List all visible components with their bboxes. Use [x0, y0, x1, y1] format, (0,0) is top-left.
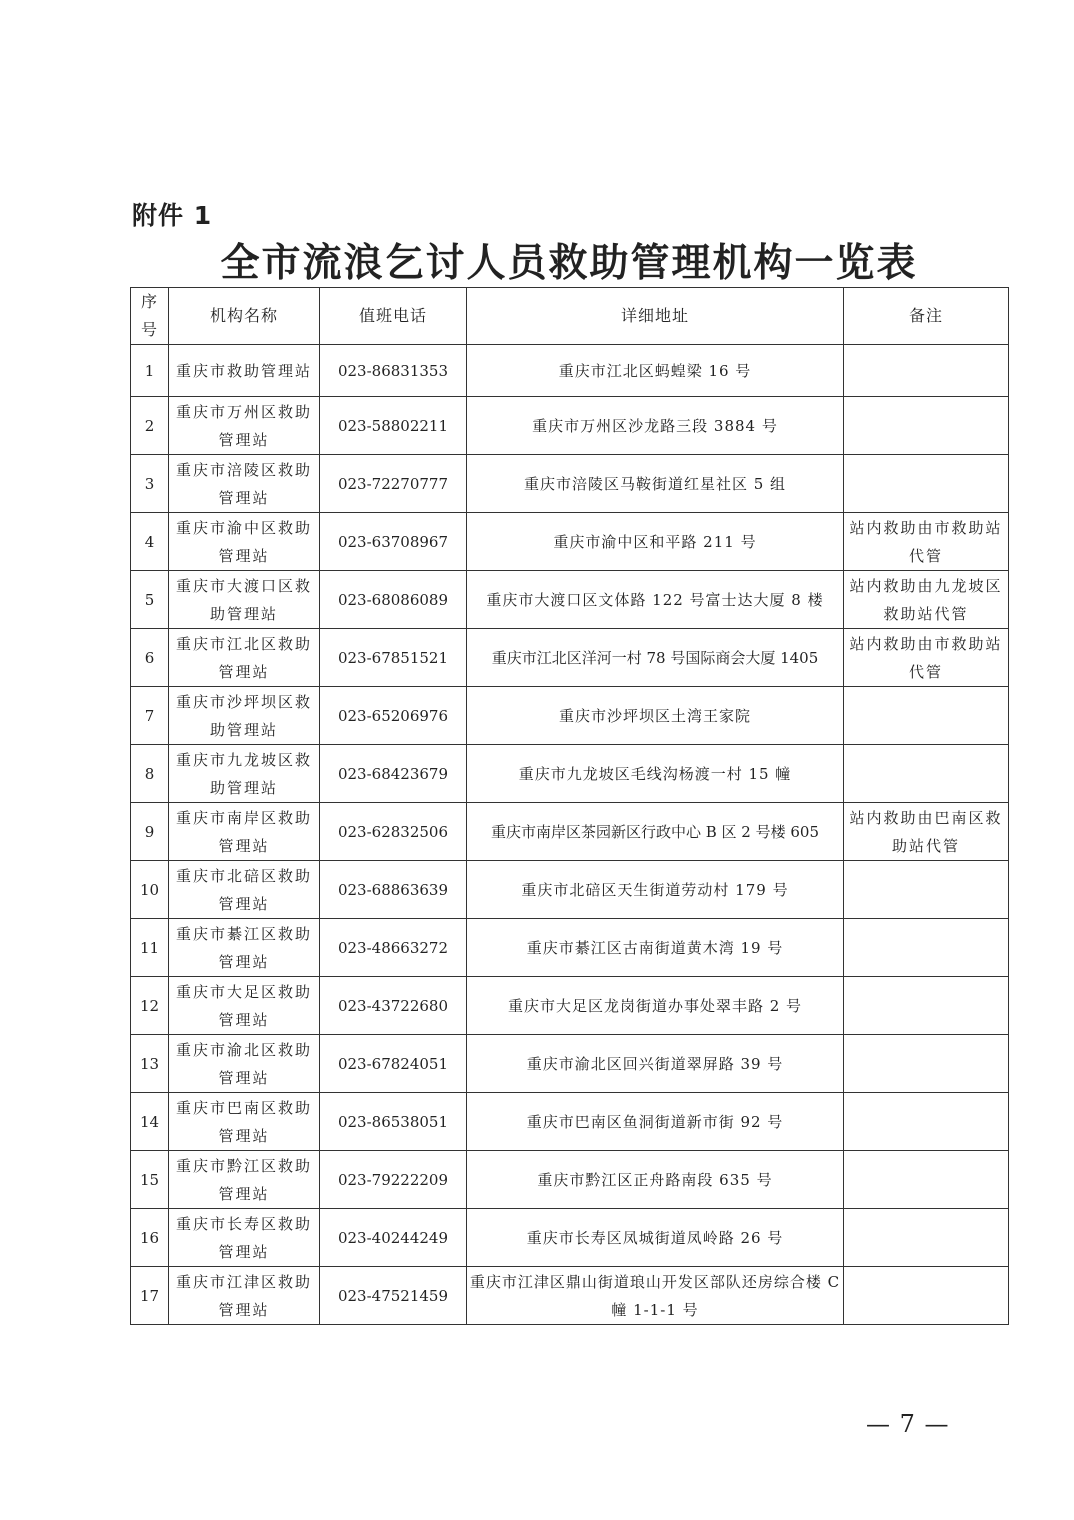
table-row: [131, 861, 1009, 919]
column-header-name: 机构名称: [169, 288, 320, 345]
cell-no: 4: [131, 513, 169, 571]
cell-note: [844, 1151, 1009, 1209]
cell-no: 5: [131, 571, 169, 629]
cell-no: 6: [131, 629, 169, 687]
cell-phone: 023-68423679: [320, 745, 467, 803]
table-row: [131, 803, 1009, 861]
cell-note: 站内救助由九龙坡区救助站代管: [844, 571, 1009, 629]
cell-name: 重庆市长寿区救助管理站: [169, 1209, 320, 1267]
cell-phone: 023-58802211: [320, 397, 467, 455]
cell-name: 重庆市涪陵区救助管理站: [169, 455, 320, 513]
cell-phone: 023-79222209: [320, 1151, 467, 1209]
cell-note: [844, 1035, 1009, 1093]
cell-note: 站内救助由巴南区救助站代管: [844, 803, 1009, 861]
cell-no: 8: [131, 745, 169, 803]
table-row: [131, 397, 1009, 455]
cell-address: 重庆市渝中区和平路 211 号: [467, 513, 844, 571]
cell-name: 重庆市沙坪坝区救助管理站: [169, 687, 320, 745]
cell-no: 9: [131, 803, 169, 861]
cell-name: 重庆市渝北区救助管理站: [169, 1035, 320, 1093]
table-row: [131, 1209, 1009, 1267]
cell-phone: 023-67851521: [320, 629, 467, 687]
table-row: [131, 571, 1009, 629]
page-number: — 7 —: [866, 1410, 950, 1438]
cell-no: 16: [131, 1209, 169, 1267]
cell-phone: 023-86831353: [320, 345, 467, 397]
cell-note: [844, 1267, 1009, 1325]
cell-address: 重庆市江北区洋河一村 78 号国际商会大厦 1405: [467, 629, 844, 687]
cell-address: 重庆市涪陵区马鞍街道红星社区 5 组: [467, 455, 844, 513]
table-row: [131, 977, 1009, 1035]
table-row: [131, 629, 1009, 687]
cell-address: 重庆市九龙坡区毛线沟杨渡一村 15 幢: [467, 745, 844, 803]
cell-note: [844, 919, 1009, 977]
cell-address: 重庆市渝北区回兴街道翠屏路 39 号: [467, 1035, 844, 1093]
table-row: [131, 919, 1009, 977]
cell-phone: 023-40244249: [320, 1209, 467, 1267]
cell-address: 重庆市沙坪坝区土湾王家院: [467, 687, 844, 745]
table-row: [131, 1151, 1009, 1209]
cell-note: [844, 345, 1009, 397]
cell-note: [844, 745, 1009, 803]
column-header-address: 详细地址: [467, 288, 844, 345]
table-header-row: [131, 288, 1009, 345]
table-row: [131, 345, 1009, 397]
cell-address: 重庆市北碚区天生街道劳动村 179 号: [467, 861, 844, 919]
cell-phone: 023-65206976: [320, 687, 467, 745]
cell-address: 重庆市黔江区正舟路南段 635 号: [467, 1151, 844, 1209]
column-header-phone: 值班电话: [320, 288, 467, 345]
cell-no: 2: [131, 397, 169, 455]
cell-phone: 023-47521459: [320, 1267, 467, 1325]
table-row: [131, 687, 1009, 745]
cell-name: 重庆市万州区救助管理站: [169, 397, 320, 455]
cell-address: 重庆市万州区沙龙路三段 3884 号: [467, 397, 844, 455]
cell-name: 重庆市九龙坡区救助管理站: [169, 745, 320, 803]
cell-no: 11: [131, 919, 169, 977]
cell-note: [844, 977, 1009, 1035]
cell-name: 重庆市渝中区救助管理站: [169, 513, 320, 571]
cell-phone: 023-86538051: [320, 1093, 467, 1151]
cell-name: 重庆市救助管理站: [169, 345, 320, 397]
page-title: 全市流浪乞讨人员救助管理机构一览表: [220, 240, 918, 286]
cell-phone: 023-72270777: [320, 455, 467, 513]
cell-note: [844, 455, 1009, 513]
cell-phone: 023-43722680: [320, 977, 467, 1035]
table-row: [131, 1035, 1009, 1093]
cell-name: 重庆市黔江区救助管理站: [169, 1151, 320, 1209]
cell-no: 14: [131, 1093, 169, 1151]
table-row: [131, 455, 1009, 513]
cell-name: 重庆市北碚区救助管理站: [169, 861, 320, 919]
cell-address: 重庆市江北区蚂蝗梁 16 号: [467, 345, 844, 397]
cell-address: 重庆市南岸区茶园新区行政中心 B 区 2 号楼 605: [467, 803, 844, 861]
table-row: [131, 745, 1009, 803]
cell-address: 重庆市綦江区古南街道黄木湾 19 号: [467, 919, 844, 977]
cell-name: 重庆市南岸区救助管理站: [169, 803, 320, 861]
cell-address: 重庆市长寿区凤城街道凤岭路 26 号: [467, 1209, 844, 1267]
cell-no: 3: [131, 455, 169, 513]
table-row: [131, 1093, 1009, 1151]
column-header-no: 序号: [131, 288, 169, 345]
cell-address: 重庆市大足区龙岗街道办事处翠丰路 2 号: [467, 977, 844, 1035]
cell-no: 7: [131, 687, 169, 745]
cell-note: [844, 1209, 1009, 1267]
cell-name: 重庆市大渡口区救助管理站: [169, 571, 320, 629]
cell-address: 重庆市巴南区鱼洞街道新市街 92 号: [467, 1093, 844, 1151]
column-header-note: 备注: [844, 288, 1009, 345]
cell-phone: 023-62832506: [320, 803, 467, 861]
cell-no: 12: [131, 977, 169, 1035]
cell-phone: 023-68863639: [320, 861, 467, 919]
cell-name: 重庆市綦江区救助管理站: [169, 919, 320, 977]
cell-no: 1: [131, 345, 169, 397]
cell-no: 15: [131, 1151, 169, 1209]
cell-phone: 023-63708967: [320, 513, 467, 571]
cell-address: 重庆市江津区鼎山街道琅山开发区部队还房综合楼 C 幢 1-1-1 号: [467, 1267, 844, 1325]
cell-note: [844, 861, 1009, 919]
rescue-station-table: [130, 287, 1009, 1325]
cell-note: [844, 687, 1009, 745]
cell-name: 重庆市巴南区救助管理站: [169, 1093, 320, 1151]
cell-note: [844, 1093, 1009, 1151]
cell-phone: 023-48663272: [320, 919, 467, 977]
cell-no: 10: [131, 861, 169, 919]
cell-name: 重庆市江津区救助管理站: [169, 1267, 320, 1325]
table-row: [131, 513, 1009, 571]
table-row: [131, 1267, 1009, 1325]
cell-no: 13: [131, 1035, 169, 1093]
cell-name: 重庆市江北区救助管理站: [169, 629, 320, 687]
cell-no: 17: [131, 1267, 169, 1325]
cell-note: 站内救助由市救助站代管: [844, 513, 1009, 571]
cell-name: 重庆市大足区救助管理站: [169, 977, 320, 1035]
attachment-label: 附件 1: [132, 201, 213, 230]
cell-address: 重庆市大渡口区文体路 122 号富士达大厦 8 楼: [467, 571, 844, 629]
cell-note: 站内救助由市救助站代管: [844, 629, 1009, 687]
cell-note: [844, 397, 1009, 455]
cell-phone: 023-67824051: [320, 1035, 467, 1093]
cell-phone: 023-68086089: [320, 571, 467, 629]
